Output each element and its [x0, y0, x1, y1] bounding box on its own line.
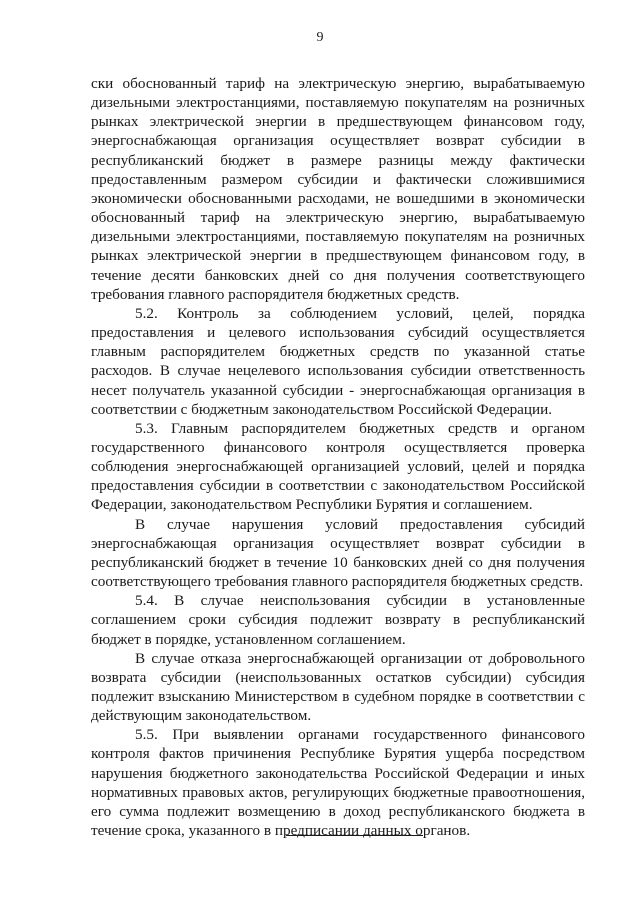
body-text	[91, 74, 585, 840]
paragraph-5-4-refusal: В случае отказа энергоснабжающей организации от добровольного возврата субсидии (неиспользованных остатков субсидии) субсидия подлежит взысканию Министерством в судебном порядке в соответствии с действующим законодательством.	[91, 649, 585, 725]
paragraph-continuation: ски обоснованный тариф на электрическую энергию, вырабатываемую дизельными электростанциями, поставляемую покупателям на розничных рынках электрической энергии в предшествующем финансовом году, энергоснабжающая организация осуществляет возврат субсидии в республиканский бюджет в размере разницы между фактически предоставленным размером субсидии и фактически сложившимися экономически обоснованными расходами, не вошедшими в экономически обоснованный тариф на электрическую энергию, вырабатываемую дизельными электростанциями, поставляемую покупателям на розничных рынках электрической энергии в предшествующем финансовом году, в течение десяти банковских дней со дня получения соответствующего требования главного распорядителя бюджетных средств.	[91, 75, 585, 303]
paragraph-5-5: 5.5. При выявлении органами государственного финансового контроля фактов причинения Республике Бурятия ущерба посредством нарушения бюджетного законодательства Российской Федерации и иных нормативных правовых актов, регулирующих бюджетные правоотношения, его сумма подлежит возмещению в доход республиканского бюджета в течение срока, указанного в предписании данных органов.	[91, 726, 585, 840]
paragraph-5-3: 5.3. Главным распорядителем бюджетных средств и органом государственного финансового контроля осуществляется проверка соблюдения энергоснабжающей организацией условий, целей и порядка предоставления субсидии в соответствии с законодательством Российской Федерации, законодательством Республики Бурятия и соглашением.	[91, 419, 585, 514]
paragraph-5-2: 5.2. Контроль за соблюдением условий, целей, порядка предоставления и целевого использования субсидий осуществляется главным распорядителем бюджетных средств по указанной статье расходов. В случае нецелевого использования субсидии ответственность несет получатель указанной субсидии - энергоснабжающая организация в соответствии с бюджетным законодательством Российской Федерации.	[91, 304, 585, 418]
page-number: 9	[316, 30, 324, 45]
paragraph-5-4: 5.4. В случае неиспользования субсидии в установленные соглашением сроки субсидия подлежит возврату в республиканский бюджет в порядке, установленном соглашением.	[91, 592, 585, 648]
paragraph-5-3-violation: В случае нарушения условий предоставления субсидий энергоснабжающая организация осуществляет возврат субсидии в республиканский бюджет в течение 10 банковских дней со дня получения соответствующего требования главного распорядителя бюджетных средств.	[91, 515, 585, 591]
end-of-document-rule	[286, 835, 423, 836]
